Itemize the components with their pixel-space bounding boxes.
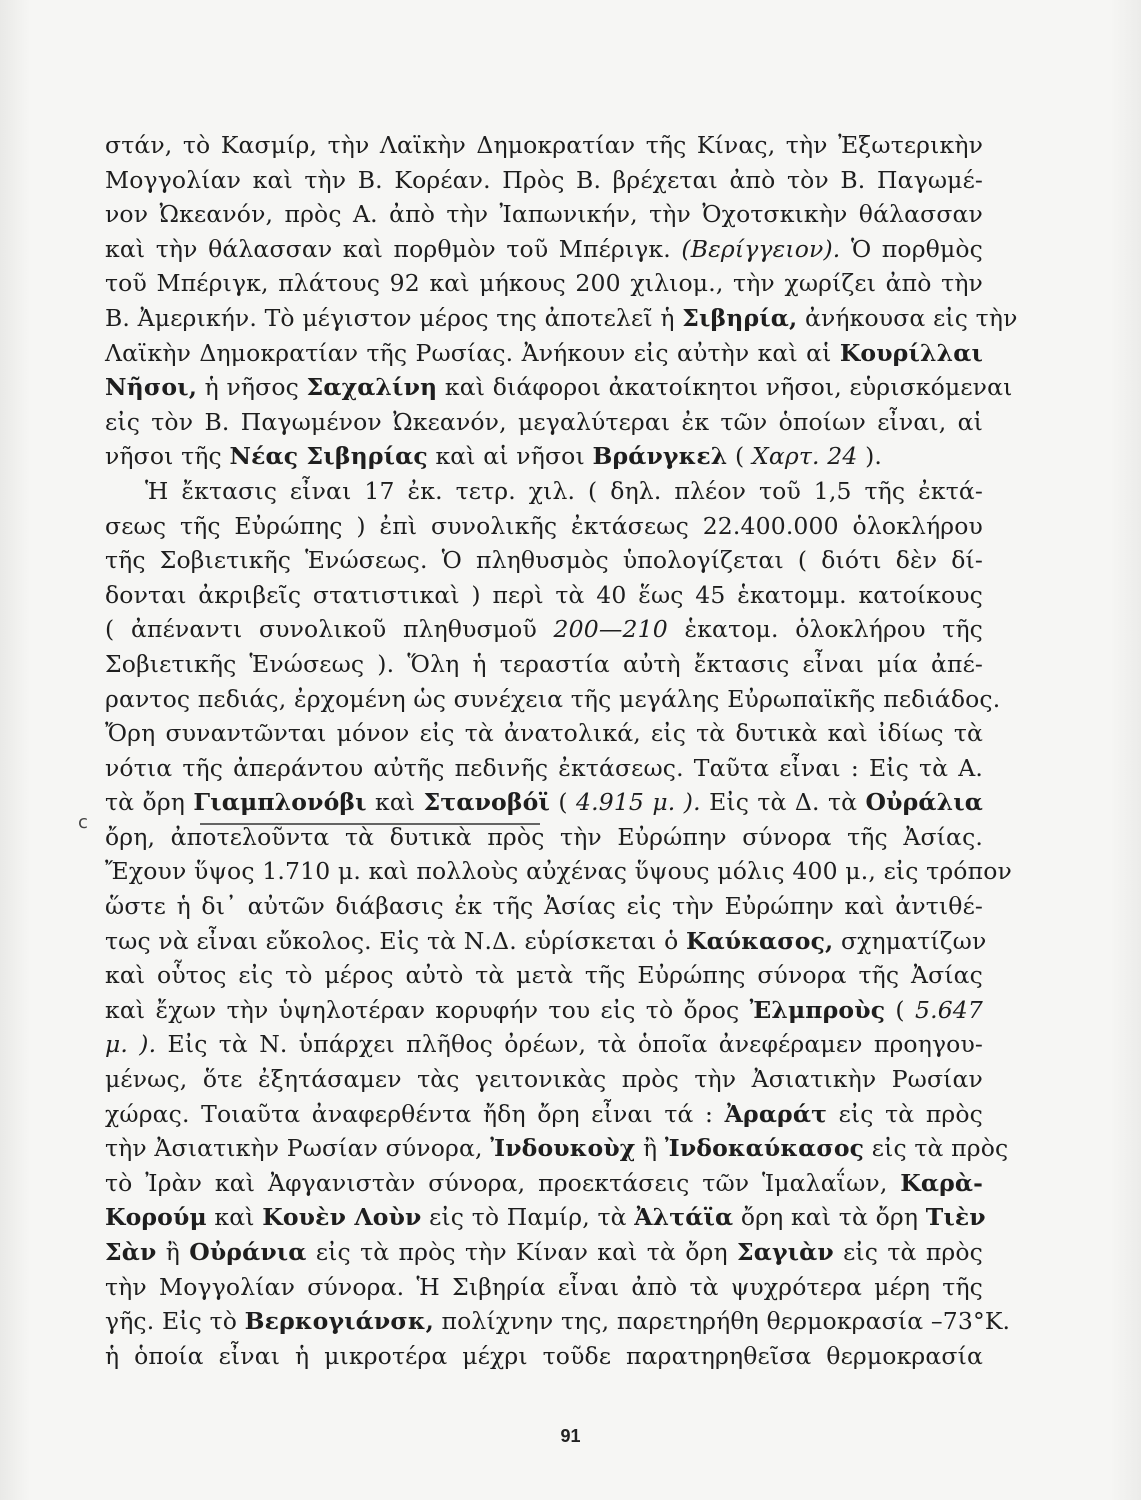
text-line: τὴν Μογγολίαν σύνορα. Ἡ Σιβηρία εἶναι ἀπὸ τὰ ψυχρότερα μέρη τῆς [105, 1272, 983, 1301]
text-line: εἰς τὸν Β. Παγωμένον Ὠκεανόν, μεγαλύτεραι ἐκ τῶν ὁποίων εἶναι, αἱ [105, 407, 983, 436]
text-line: Ἔχουν ὕψος 1.710 μ. καὶ πολλοὺς αὐχένας ὕψους μόλις 400 μ., εἰς τρόπον [105, 857, 1012, 886]
text-line: χώρας. Τοιαῦτα ἀναφερθέντα ἤδη ὄρη εἶναι τά : Ἀραράτ εἰς τὰ πρὸς [105, 1099, 983, 1128]
text-line: τως νὰ εἶναι εὔκολος. Εἰς τὰ Ν.Δ. εὑρίσκεται ὁ Καύκασος, σχηματίζων [105, 926, 987, 955]
body-text [105, 128, 1018, 1373]
text-line: τὴν Ἀσιατικὴν Ρωσίαν σύνορα, Ἰνδουκοὺχ ἢ Ἰνδοκαύκασος εἰς τὰ πρὸς [105, 1134, 1009, 1163]
text-line: νῆσοι τῆς Νέας Σιβηρίας καὶ αἱ νῆσοι Βράνγκελ ( Χαρτ. 24 ). [105, 442, 883, 471]
text-line: δονται ἀκριβεῖς στατιστικαὶ ) περὶ τὰ 40 ἕως 45 ἑκατομμ. κατοίκους [105, 580, 983, 609]
text-line: ὄρη, ἀποτελοῦντα τὰ δυτικὰ πρὸς τὴν Εὐρώπην σύνορα τῆς Ἀσίας. [105, 822, 983, 851]
text-line: νον Ὠκεανόν, πρὸς Α. ἀπὸ τὴν Ἰαπωνικήν, τὴν Ὀχοτσκικὴν θάλασσαν [105, 200, 983, 229]
text-line: Κορούμ καὶ Κουὲν Λοὺν εἰς τὸ Παμίρ, τὰ Ἀλτάϊα ὄρη καὶ τὰ ὄρη Τιὲν [105, 1203, 986, 1232]
margin-mark: c [78, 812, 88, 833]
page-number: 91 [560, 1426, 581, 1446]
text-line: μένως, ὅτε ἐξητάσαμεν τὰς γειτονικὰς πρὸς τὴν Ἀσιατικὴν Ρωσίαν [105, 1065, 983, 1094]
text-line: Β. Ἀμερικήν. Τὸ μέγιστον μέρος της ἀποτελεῖ ἡ Σιβηρία, ἀνήκουσα εἰς τὴν [105, 303, 1018, 332]
text-line: Σὰν ἢ Οὐράνια εἰς τὰ πρὸς τὴν Κίναν καὶ τὰ ὄρη Σαγιὰν εἰς τὰ πρὸς [105, 1238, 983, 1266]
text-line: καὶ τὴν θάλασσαν καὶ πορθμὸν τοῦ Μπέριγκ. (Βερίγγειον). Ὁ πορθμὸς [105, 234, 983, 263]
text-line: ( ἀπέναντι συνολικοῦ πληθυσμοῦ 200—210 ἑκατομ. ὁλοκλήρου τῆς [105, 615, 983, 644]
text-line: τὸ Ἰρὰν καὶ Ἀφγανιστὰν σύνορα, προεκτάσεις τῶν Ἱμαλαΐων, Καρὰ- [105, 1168, 983, 1197]
text-line: Λαϊκὴν Δημοκρατίαν τῆς Ρωσίας. Ἀνήκουν εἰς αὐτὴν καὶ αἱ Κουρίλλαι [105, 338, 983, 367]
text-line: Μογγολίαν καὶ τὴν Β. Κορέαν. Πρὸς Β. βρέχεται ἀπὸ τὸν Β. Παγωμέ- [105, 165, 983, 194]
text-line: νότια τῆς ἀπεράντου αὐτῆς πεδινῆς ἐκτάσεως. Ταῦτα εἶναι : Εἰς τὰ Α. [105, 753, 983, 782]
text-line: τοῦ Μπέριγκ, πλάτους 92 καὶ μήκους 200 χιλιομ., τὴν χωρίζει ἀπὸ τὴν [105, 269, 983, 298]
text-line: καὶ οὗτος εἰς τὸ μέρος αὐτὸ τὰ μετὰ τῆς Εὐρώπης σύνορα τῆς Ἀσίας [105, 961, 983, 990]
text-line: μ. ). Εἰς τὰ Ν. ὑπάρχει πλῆθος ὀρέων, τὰ ὁποῖα ἀνεφέραμεν προηγου- [105, 1030, 983, 1059]
text-line: τῆς Σοβιετικῆς Ἑνώσεως. Ὁ πληθυσμὸς ὑπολογίζεται ( διότι δὲν δί- [105, 546, 983, 575]
text-line: Ὄρη συναντῶνται μόνον εἰς τὰ ἀνατολικά, εἰς τὰ δυτικὰ καὶ ἰδίως τὰ [105, 719, 983, 748]
text-line: τὰ ὄρη Γιαμπλονόβι καὶ Στανοβόϊ ( 4.915 μ. ). Εἰς τὰ Δ. τὰ Οὐράλια [105, 788, 984, 817]
text-line: γῆς. Εἰς τὸ Βερκογιάνσκ, πολίχνην της, παρετηρήθη θερμοκρασία –73°Κ. [105, 1307, 1011, 1336]
text-line: Σοβιετικῆς Ἑνώσεως ). Ὅλη ἡ τεραστία αὐτὴ ἔκτασις εἶναι μία ἀπέ- [105, 649, 983, 678]
text-line: Νῆσοι, ἡ νῆσος Σαχαλίνη καὶ διάφοροι ἀκατοίκητοι νῆσοι, εὑρισκόμεναι [105, 373, 1013, 402]
text-line: ὥστε ἡ δι᾽ αὐτῶν διάβασις ἐκ τῆς Ἀσίας εἰς τὴν Εὐρώπην καὶ ἀντιθέ- [105, 892, 983, 921]
text-line: ἡ ὁποία εἶναι ἡ μικροτέρα μέχρι τοῦδε παρατηρηθεῖσα θερμοκρασία [105, 1341, 983, 1370]
text-line: σεως τῆς Εὐρώπης ) ἐπὶ συνολικῆς ἐκτάσεως 22.400.000 ὁλοκλήρου [105, 511, 983, 540]
text-line: Ἡ ἔκτασις εἶναι 17 ἐκ. τετρ. χιλ. ( δηλ. πλέον τοῦ 1,5 τῆς ἐκτά- [145, 476, 983, 505]
text-line: ραντος πεδιάς, ἐρχομένη ὡς συνέχεια τῆς μεγάλης Εὐρωπαϊκῆς πεδιάδος. [105, 684, 1001, 713]
text-line: καὶ ἔχων τὴν ὑψηλοτέραν κορυφήν του εἰς τὸ ὄρος Ἐλμπροὺς ( 5.647 [105, 995, 984, 1024]
text-line: στάν, τὸ Κασμίρ, τὴν Λαϊκὴν Δημοκρατίαν τῆς Κίνας, τὴν Ἐξωτερικὴν [105, 131, 983, 159]
